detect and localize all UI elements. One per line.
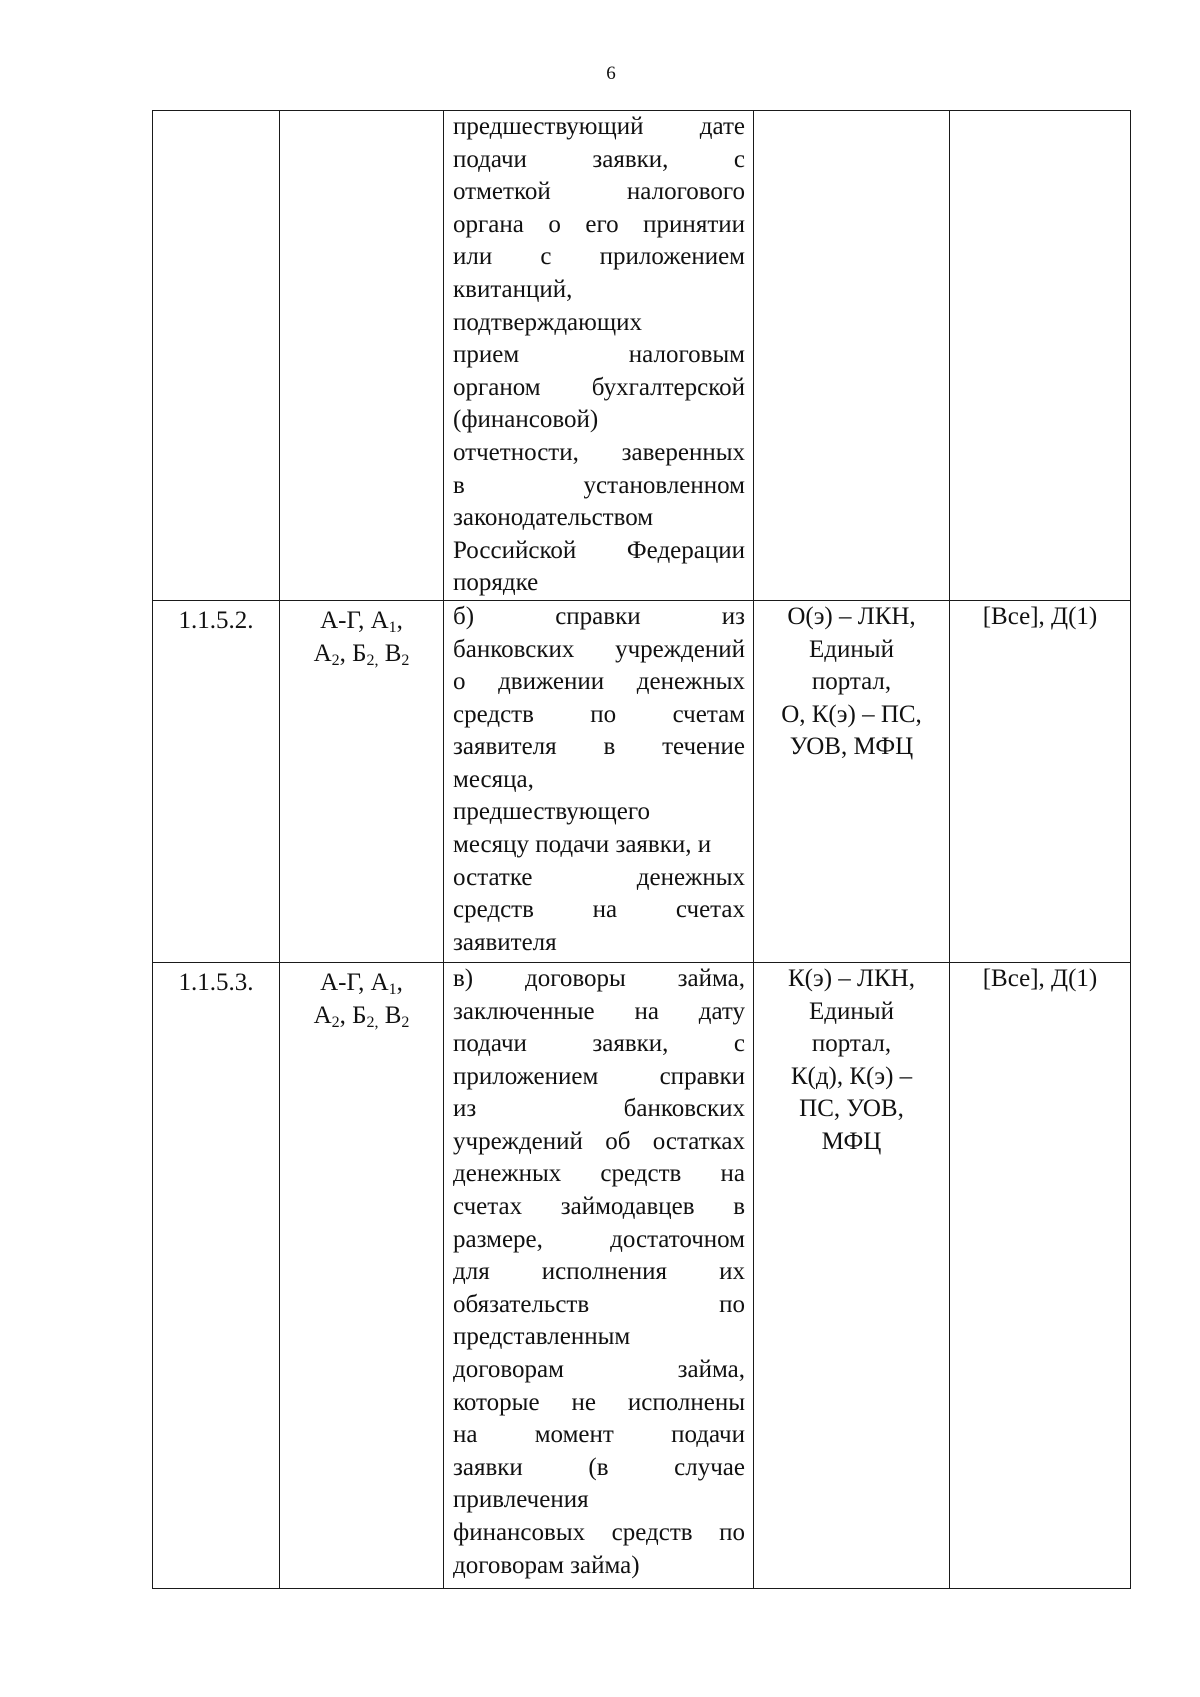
description-line: финансовых средств по — [453, 1519, 745, 1546]
description-line: обязательств по — [453, 1290, 745, 1318]
submission-line: ПС, УОВ, — [799, 1095, 904, 1123]
description-line: подачи заявки, с — [453, 1030, 745, 1058]
description-line: средств на счетах — [453, 896, 745, 924]
description-line: в) договоры займа, — [453, 964, 745, 992]
description-cell — [444, 600, 754, 962]
description-line: договорам займа, — [453, 1356, 745, 1384]
description-line: остатке денежных — [453, 863, 745, 891]
description-line: в установленном — [453, 471, 745, 499]
submission-line: МФЦ — [821, 1127, 882, 1155]
table-row — [153, 600, 1131, 962]
description-line: отчетности, заверенных — [453, 438, 745, 466]
table-row — [153, 962, 1131, 1588]
description-line: привлечения — [453, 1486, 589, 1514]
description-cell — [444, 111, 754, 601]
category-line: А-Г, $А_1$, — [320, 968, 403, 998]
description-line: отметкой налогового — [453, 178, 745, 206]
submission-cell — [754, 111, 950, 601]
description-line: месяцу подачи заявки, и — [453, 831, 712, 859]
description-line: учреждений об остатках — [453, 1127, 745, 1155]
submission-line: О, К(э) – ПС, — [781, 700, 922, 728]
result-cell: [Все], Д(1) — [950, 962, 1131, 1588]
description-line: средств по счетам — [453, 700, 745, 728]
description-line: предшествующий дате — [453, 113, 745, 140]
description-line: счетах займодавцев в — [453, 1193, 745, 1221]
description-line: договорам займа) — [453, 1551, 640, 1579]
submission-cell — [754, 962, 950, 1588]
description-line: или с приложением — [453, 243, 745, 271]
description-line: размере, достаточном — [453, 1225, 745, 1253]
requirements-table — [152, 110, 1131, 1589]
submission-line: портал, — [811, 668, 892, 696]
category-cell — [280, 962, 444, 1588]
description-line: законодательством — [453, 504, 654, 532]
description-line: (финансовой) — [453, 406, 599, 434]
description-line: заявителя в течение — [453, 733, 745, 761]
description-line: представленным — [453, 1323, 631, 1351]
category-line: $А_2$, $Б_{2,}$ $В_2$ — [313, 639, 410, 669]
row-number-cell — [153, 111, 280, 601]
description-line: для исполнения их — [453, 1258, 745, 1286]
description-line: прием налоговым — [453, 341, 745, 369]
description-line: о движении денежных — [453, 668, 745, 696]
description-line: квитанций, — [453, 275, 573, 303]
submission-line: К(д), К(э) – — [790, 1062, 913, 1090]
description-line: заявителя — [453, 928, 557, 956]
description-cell — [444, 962, 754, 1588]
result-cell: [Все], Д(1) — [950, 600, 1131, 962]
category-cell — [280, 600, 444, 962]
description-line: предшествующего — [453, 798, 650, 826]
submission-line: портал, — [811, 1030, 892, 1058]
description-line: б) справки из — [453, 602, 745, 630]
description-line: заключенные на дату — [453, 997, 745, 1025]
description-line: органом бухгалтерской — [453, 373, 745, 401]
description-line: на момент подачи — [453, 1421, 745, 1449]
table-body — [153, 111, 1131, 1589]
result-cell — [950, 111, 1131, 601]
submission-cell — [754, 600, 950, 962]
row-number-cell: 1.1.5.2. — [153, 600, 280, 962]
description-line: приложением справки — [453, 1062, 745, 1090]
submission-line: УОВ, МФЦ — [789, 733, 914, 761]
category-line: $А_2$, $Б_{2,}$ $В_2$ — [313, 1001, 410, 1031]
description-line: заявки (в случае — [453, 1453, 745, 1481]
table-row — [153, 111, 1131, 601]
description-line: денежных средств на — [453, 1160, 745, 1188]
row-number-cell: 1.1.5.3. — [153, 962, 280, 1588]
description-line: месяца, — [453, 765, 534, 793]
description-line: из банковских — [453, 1095, 745, 1123]
submission-line: Единый — [809, 635, 894, 663]
description-line: порядке — [453, 569, 539, 597]
submission-line: Единый — [809, 997, 894, 1025]
description-line: банковских учреждений — [453, 635, 745, 663]
category-cell — [280, 111, 444, 601]
page-number: 6 — [606, 63, 616, 84]
description-line: органа о его принятии — [453, 210, 745, 238]
description-line: подачи заявки, с — [453, 145, 745, 173]
submission-line: К(э) – ЛКН, — [788, 964, 915, 992]
submission-line: О(э) – ЛКН, — [787, 602, 916, 630]
category-line: А-Г, $А_1$, — [320, 606, 403, 636]
description-line: подтверждающих — [453, 308, 642, 336]
description-line: которые не исполнены — [453, 1388, 745, 1416]
description-line: Российской Федерации — [453, 536, 745, 564]
